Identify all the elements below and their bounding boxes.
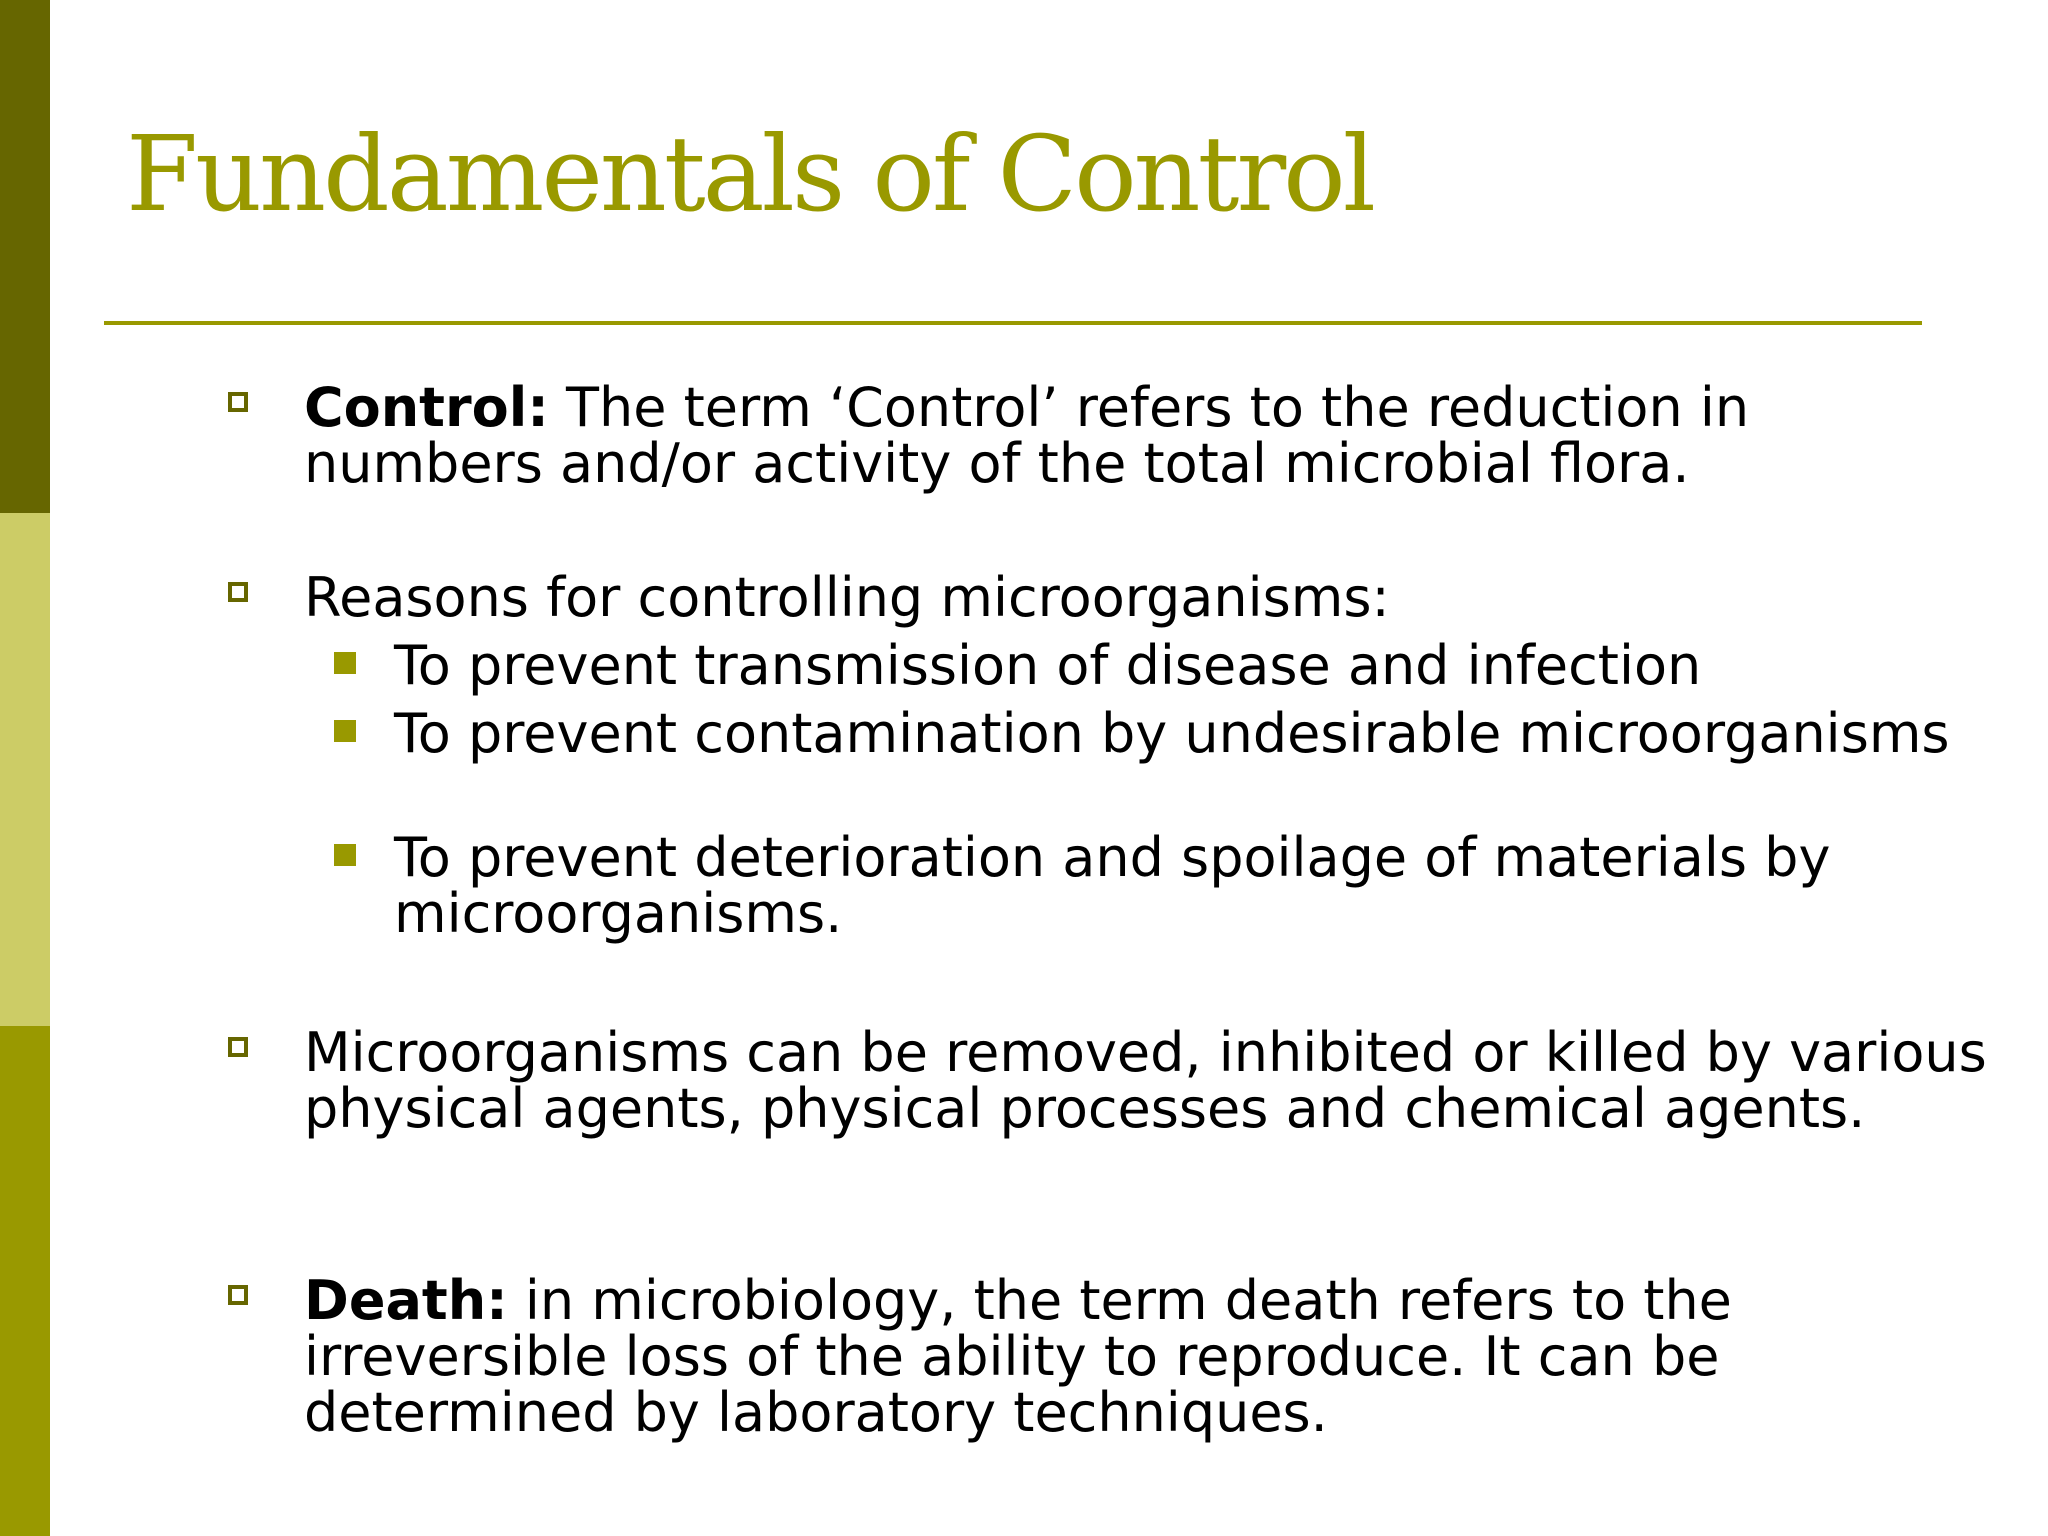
bullet-body: The term ‘Control’ refers to the reduction in numbers and/or activity of the total microbial flora. — [304, 376, 1750, 495]
title-divider — [104, 321, 1922, 325]
sub-bullet-text: To prevent contamination by undesirable microorganisms — [394, 702, 1950, 765]
filled-square-bullet-icon — [334, 652, 356, 674]
bullet-body: Microorganisms can be removed, inhibited or killed by various physical agents, physical processes and chemical agents. — [304, 1021, 1987, 1140]
bullet-body: in microbiology, the term death refers to the irreversible loss of the ability to reproduce. It can be determined by laboratory techniques. — [304, 1269, 1732, 1444]
bullet-text — [304, 376, 1994, 495]
left-accent-bar — [0, 0, 50, 1536]
accent-bar-bottom — [0, 1026, 50, 1536]
filled-square-bullet-icon — [334, 720, 356, 742]
slide-title: Fundamentals of Control — [126, 113, 1374, 235]
sub-bullet-text: To prevent deterioration and spoilage of materials by microorganisms. — [394, 826, 1831, 945]
bullet-term: Death: — [304, 1269, 508, 1332]
hollow-square-bullet-icon — [228, 582, 248, 602]
bullet-body: Reasons for controlling microorganisms: — [304, 566, 1390, 629]
hollow-square-bullet-icon — [228, 1037, 248, 1057]
bullet-text — [304, 1021, 1994, 1140]
hollow-square-bullet-icon — [228, 1285, 248, 1305]
sub-bullet-text: To prevent transmission of disease and infection — [394, 634, 1702, 697]
bullet-text — [304, 566, 1994, 629]
accent-bar-top — [0, 0, 50, 513]
bullet-text — [304, 1269, 1994, 1444]
hollow-square-bullet-icon — [228, 392, 248, 412]
filled-square-bullet-icon — [334, 844, 356, 866]
bullet-term: Control: — [304, 376, 549, 439]
accent-bar-middle — [0, 513, 50, 1026]
